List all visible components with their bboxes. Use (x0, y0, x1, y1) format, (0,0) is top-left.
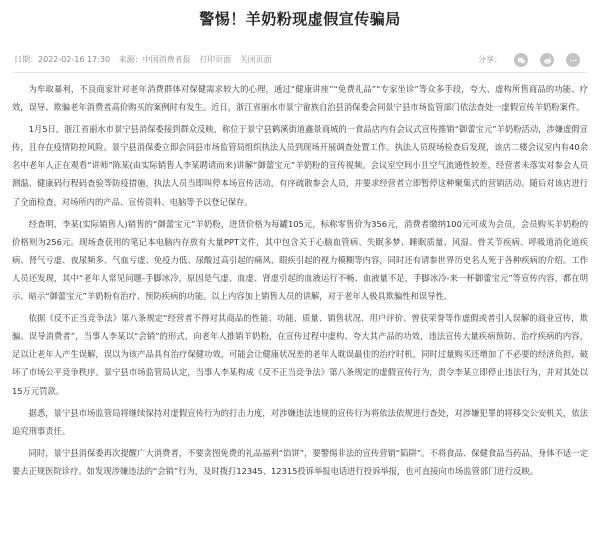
print-page-link[interactable]: 打印页面 (199, 55, 232, 64)
paragraph: 为牟取暴利，不良商家针对老年消费群体对保健需求较大的心理，通过“健康讲座”“免费礼品”“专家坐诊”等众多手段，夸大、虚构所售商品的功能、疗效，误导、欺骗老年消费者高价购买的案例时有发生。近日，浙江省丽水市景宁畲族自治县消保委会同景宁县市场监管部门依法查处一虚假宣传羊奶粉案件。 (12, 84, 588, 113)
publish-date: 日期：2022-02-16 17:30 (14, 55, 111, 64)
more-share-icon[interactable] (566, 53, 580, 67)
paragraph: 同时，景宁县消保委再次提醒广大消费者，不要贪图免费的礼品福利“馅饼”，要警惕非法的宣传营销“陷阱”。不将食品、保健食品当药品，身体不适一定要去正规医院诊疗。如发现涉嫌违法的“会销”行为，及时拨打12345、12315投诉举报电话进行投诉举报，也可直接向市场监管部门进行反映。 (12, 447, 588, 476)
share-bar (478, 52, 586, 68)
paragraph: 依据《反不正当竞争法》第八条规定“经营者不得对其商品的性能、功能、质量、销售状况、用户评价、曾获荣誉等作虚假或者引人误解的商业宣传，欺骗、误导消费者”，当事人李某以“会销”的形式，向老年人推销羊奶粉，在宣传过程中虚构、夸大其产品的功效，违法宣传大量疾病预防、治疗疾病的内容，足以让老年人产生误解，误以为该产品具有治疗保健功效，可能会让健康状况差的老年人耽误最佳的治疗时机，同时过量购买还增加了不必要的经济负担，破坏了市场公平竞争秩序。景宁县市场监管局认定，当事人李某构成《反不正当竞争法》第八条规定的虚假宣传行为，责令李某立即停止违法行为，并对其处以15万元罚款。 (12, 313, 588, 396)
article-body (12, 80, 588, 484)
weibo-icon[interactable] (540, 53, 554, 67)
share-label: 分享： (478, 55, 502, 64)
paragraph: 经查明，李某(实际销售人)销售的“御蕾宝元”羊奶粉，进货价格为每罐105元，标称零售价为356元，消费者缴纳100元可成为会员，会员购买羊奶粉的价格则为256元。现场查获用的笔记本电脑内存放有大量PPT文件，其中包含关于心脑血管病、失眠多梦、睡眠质量、风湿、骨关节疾病、呼吸道消化道疾病、肾气亏虚、夜尿频多、气血亏虚、免疫力低、尿酸过高引起的痛风、眼疾引起的视力模糊等内容，同时还有请参世界历史名人死于各种疾病的介绍。工作人员还发现，其中“老年人常见问题-手脚冰冷，原因是气虚、血虚、肾虚引起的血液运行不畅、血液量不足，手脚冰冷-来一杯御蕾宝元”等宣传内容，都在明示、暗示“御蕾宝元”羊奶粉有治疗、预防疾病的功能。以上内容加上销售人员的讲解，对于老年人极具欺骗性和误导性。 (12, 218, 588, 302)
wechat-icon[interactable] (514, 53, 528, 67)
close-page-link[interactable]: 关闭页面 (239, 55, 272, 64)
paragraph: 1月5日，浙江省丽水市景宁县消保委接到群众反映，称位于景宁县鹤溪街道鑫景商城的一食品店内有会议式宣传推销“御蕾宝元”羊奶粉活动，涉嫌虚假宣传，且存在疫情防控风险。景宁县消保委立即会同县市场监管局组织执法人员到现场开展调查处置工作。执法人员现场检查后发现，该店二楼会议室内有40余名中老年人正在观看“讲师”陈某(由实际销售人李某聘请而来)讲解“御蕾宝元”羊奶粉的宣传视频。会议室空间小且空气流通性较差，经营者未落实对参会人员测温、健康码行程码查验等防疫措施，执法人员当即叫停本场宣传活动，有序疏散参会人员，并要求经营者立即暂停这种聚集式的营销活动。随后对该店进行了全面检查，对场所内的产品、宣传资料、电脑等予以登记保存。 (12, 124, 588, 207)
article-title: 警惕！羊奶粉现虚假宣传骗局 (199, 10, 401, 28)
article-meta (14, 52, 586, 68)
article-source: 来源：中国消费者报 (118, 55, 191, 64)
meta-divider (12, 72, 588, 73)
paragraph: 据悉，景宁县市场监管局将继续保持对虚假宣传行为的打击力度，对涉嫌违法违规的宣传行为将依法依规进行查处，对涉嫌犯罪的将移交公安机关，依法追究刑事责任。 (12, 407, 588, 436)
